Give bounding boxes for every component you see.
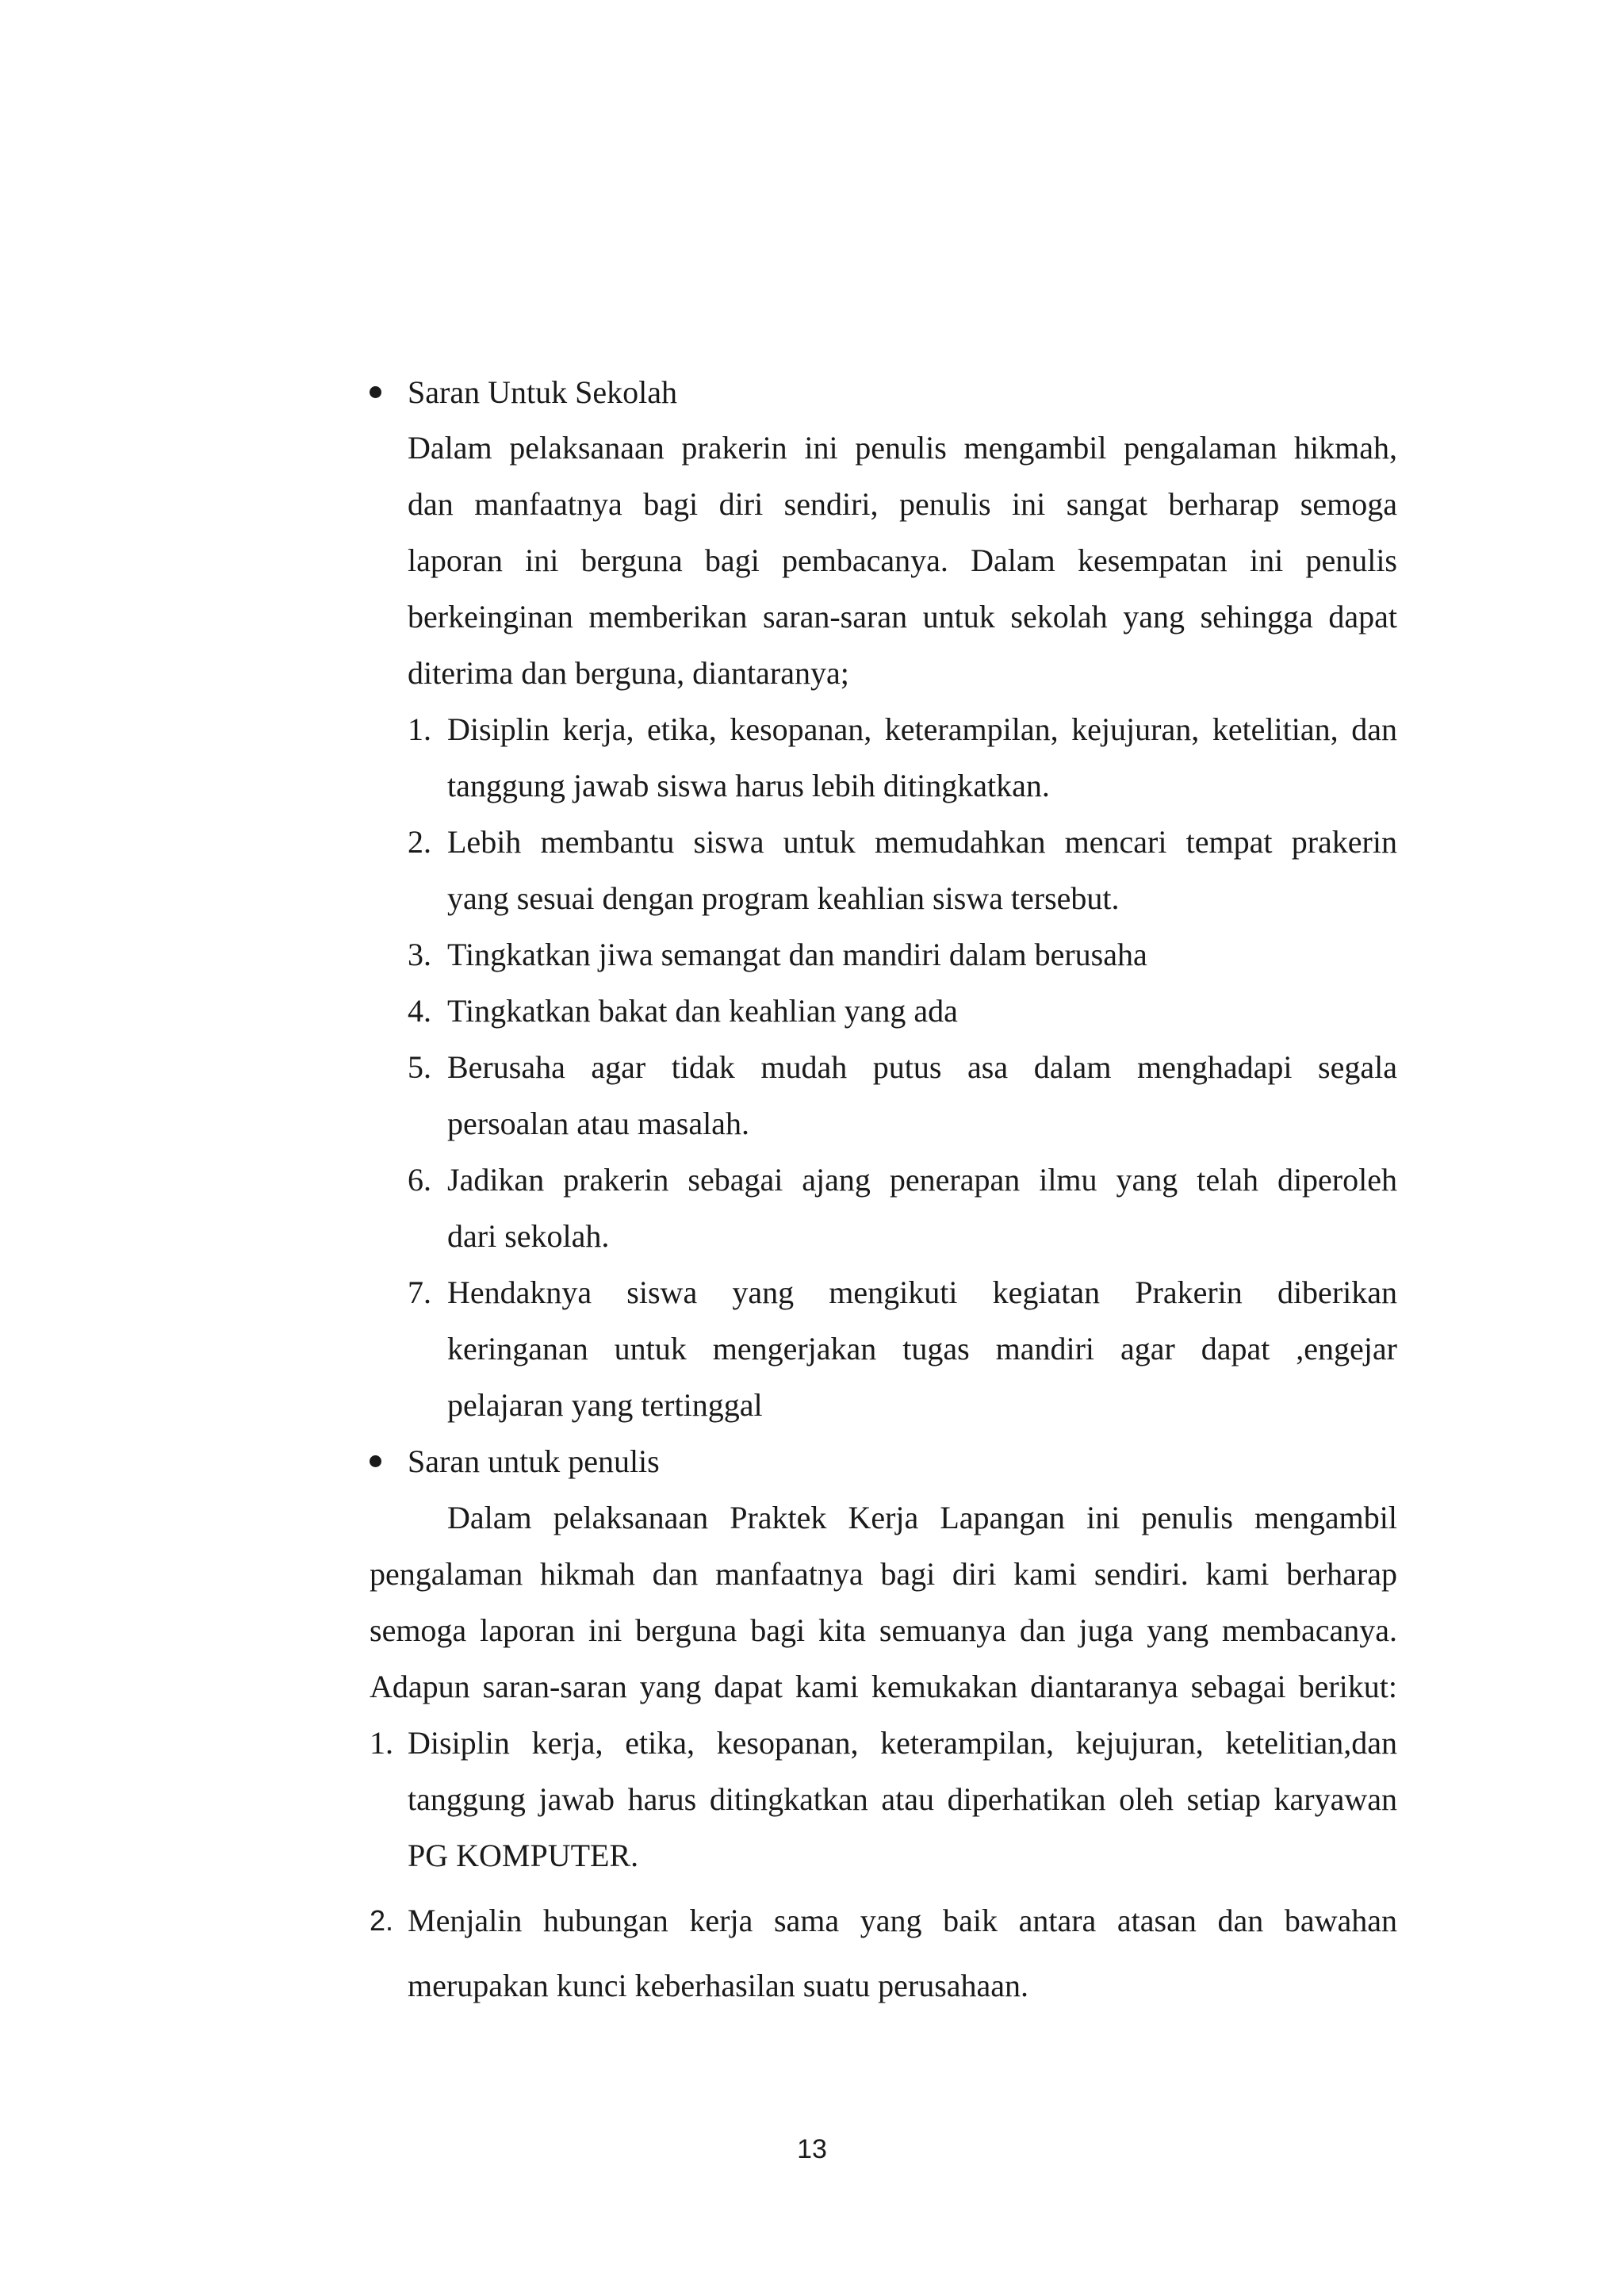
paragraph-line: semoga laporan ini berguna bagi kita semuanya dan juga yang membacanya. [370, 1612, 1397, 1648]
list-item-line: Lebih membantu siswa untuk memudahkan mencari tempat prakerin [447, 824, 1397, 860]
list-number: 3. [408, 937, 431, 972]
list-item-line: PG KOMPUTER. [408, 1838, 639, 1873]
paragraph-line: diterima dan berguna, diantaranya; [408, 655, 849, 691]
list-item-line: Jadikan prakerin sebagai ajang penerapan ilmu yang telah diperoleh [447, 1162, 1397, 1198]
bullet-icon [370, 386, 381, 398]
section-heading-sekolah: Saran Untuk Sekolah [408, 374, 677, 410]
paragraph-line: pengalaman hikmah dan manfaatnya bagi diri kami sendiri. kami berharap [370, 1556, 1397, 1592]
paragraph-line: Adapun saran-saran yang dapat kami kemukakan diantaranya sebagai berikut: [370, 1669, 1397, 1704]
list-item-line: dari sekolah. [447, 1218, 610, 1254]
list-number: 5. [408, 1049, 431, 1085]
list-item-line: Hendaknya siswa yang mengikuti kegiatan Prakerin diberikan [447, 1274, 1397, 1310]
list-item-line: pelajaran yang tertinggal [447, 1387, 763, 1423]
list-number: 1. [408, 711, 431, 747]
list-item-line: tanggung jawab siswa harus lebih ditingkatkan. [447, 768, 1050, 803]
list-item-line: tanggung jawab harus ditingkatkan atau diperhatikan oleh setiap karyawan [408, 1781, 1397, 1817]
list-item-line: Tingkatkan bakat dan keahlian yang ada [447, 993, 958, 1029]
paragraph-line: Dalam pelaksanaan prakerin ini penulis mengambil pengalaman hikmah, [408, 430, 1397, 466]
section-heading-penulis: Saran untuk penulis [408, 1443, 660, 1479]
list-item-line: Disiplin kerja, etika, kesopanan, keterampilan, kejujuran, ketelitian, dan [447, 711, 1397, 747]
paragraph-line: dan manfaatnya bagi diri sendiri, penulis ini sangat berharap semoga [408, 486, 1397, 522]
list-number: 6. [408, 1162, 431, 1198]
list-item-line: yang sesuai dengan program keahlian siswa tersebut. [447, 880, 1120, 916]
list-item-line: persoalan atau masalah. [447, 1106, 749, 1141]
list-item-line: Berusaha agar tidak mudah putus asa dalam menghadapi segala [447, 1049, 1397, 1085]
list-number: 1. [370, 1725, 393, 1761]
list-number: 2. [370, 1904, 394, 1937]
paragraph-line: laporan ini berguna bagi pembacanya. Dalam kesempatan ini penulis [408, 542, 1397, 578]
list-item-line: keringanan untuk mengerjakan tugas mandiri agar dapat ,engejar [447, 1331, 1397, 1366]
paragraph-line: Dalam pelaksanaan Praktek Kerja Lapangan ini penulis mengambil [447, 1500, 1397, 1535]
bullet-icon [370, 1455, 381, 1467]
page-number: 13 [797, 2134, 827, 2164]
list-item-line: Menjalin hubungan kerja sama yang baik antara atasan dan bawahan [408, 1903, 1397, 1938]
list-number: 2. [408, 824, 431, 860]
list-item-line: merupakan kunci keberhasilan suatu perusahaan. [408, 1968, 1029, 2003]
list-item-line: Disiplin kerja, etika, kesopanan, keterampilan, kejujuran, ketelitian,dan [408, 1725, 1397, 1761]
paragraph-line: berkeinginan memberikan saran-saran untuk sekolah yang sehingga dapat [408, 599, 1397, 634]
list-number: 4. [408, 993, 431, 1029]
list-item-line: Tingkatkan jiwa semangat dan mandiri dalam berusaha [447, 937, 1147, 972]
list-number: 7. [408, 1274, 431, 1310]
